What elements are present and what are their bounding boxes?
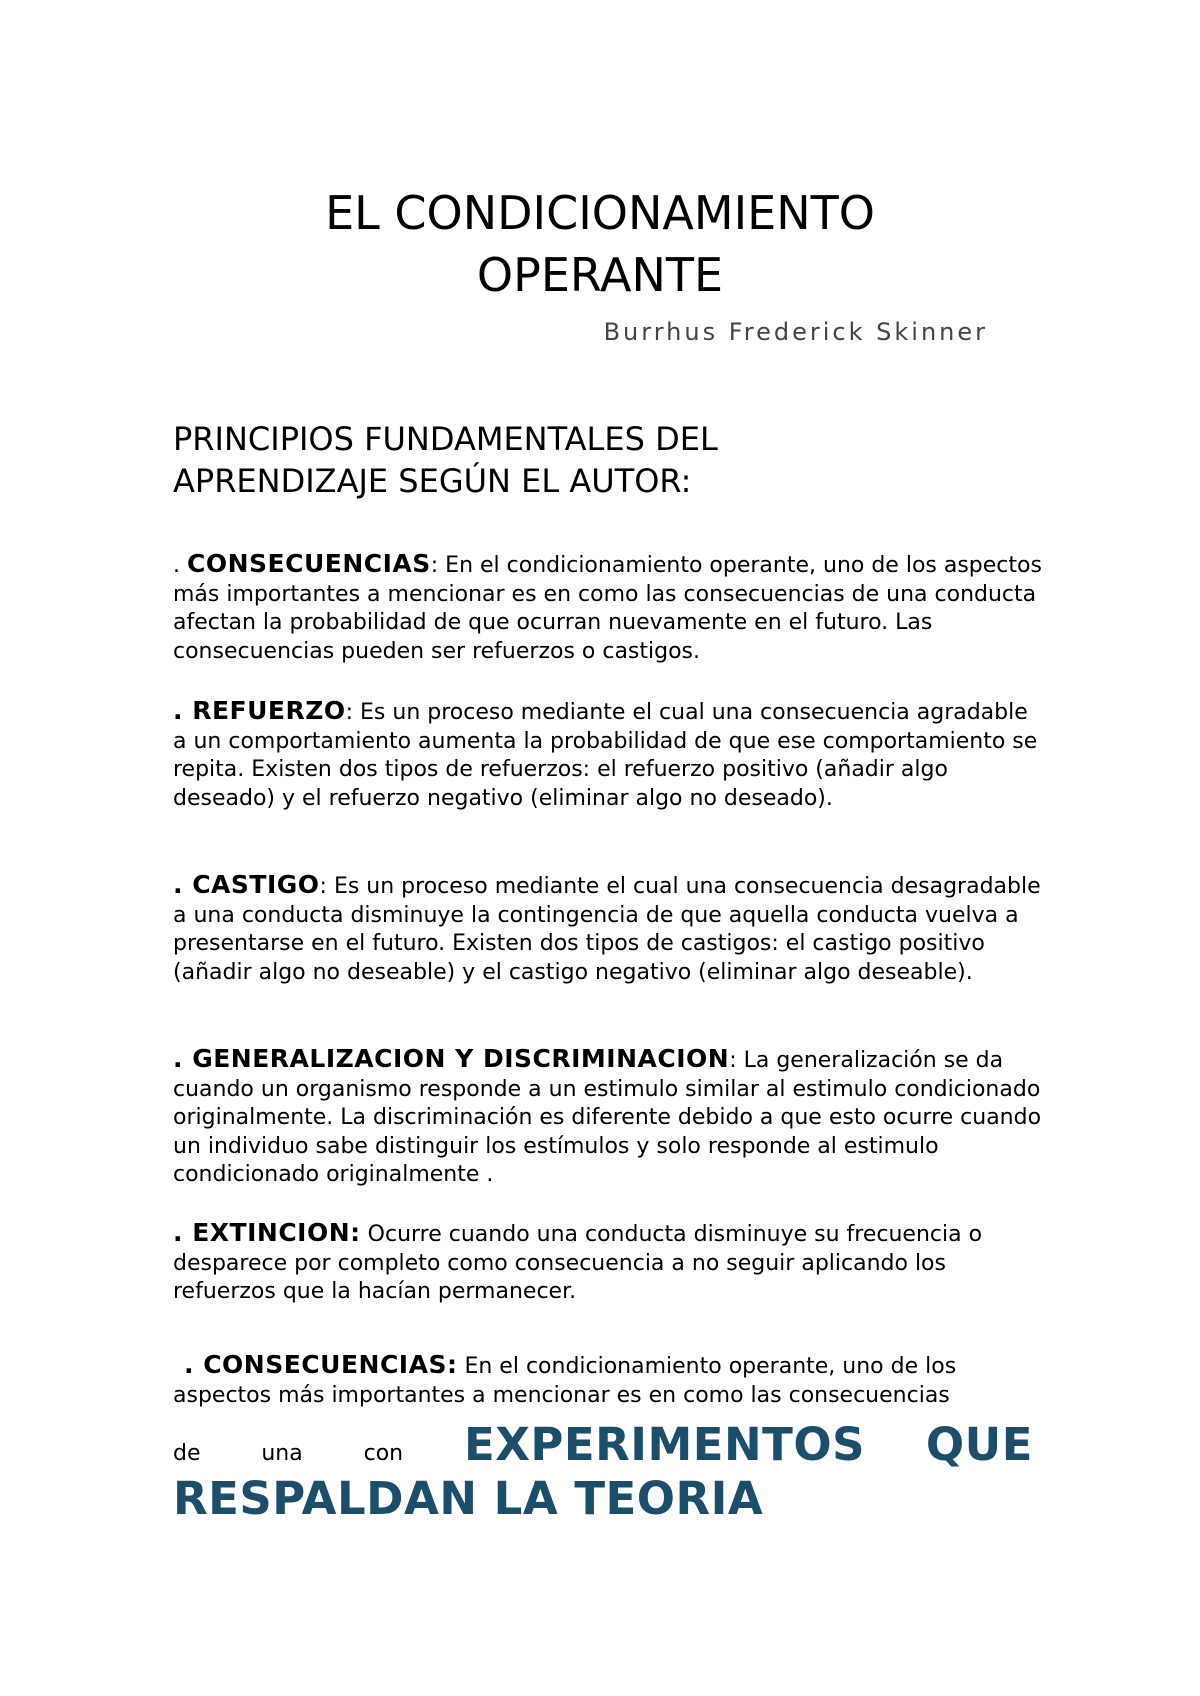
section-heading-line-2: APRENDIZAJE SEGÚN EL AUTOR:	[173, 462, 692, 500]
term-separator: :	[345, 700, 361, 725]
paragraph-text: Es un proceso mediante el cual una consecuencia agradable a un comportamiento aumenta la probabilidad de que ese comportamiento se repita. Existen dos tipos de refuerzos: el refuerzo positivo (añadir algo deseado) y el refuerzo negativo (eliminar algo no deseado).	[173, 700, 1038, 811]
heading-que: QUE	[925, 1418, 1033, 1471]
bullet-prefix: .	[173, 870, 193, 899]
word-con: con	[363, 1441, 404, 1466]
paragraph-consecuencias	[173, 550, 1043, 666]
term-generalizacion: GENERALIZACION Y DISCRIMINACION	[192, 1044, 730, 1073]
term-consecuencias: CONSECUENCIAS	[187, 549, 431, 578]
word-una: una	[261, 1441, 303, 1466]
paragraph-text: La generalización se da cuando un organismo responde a un estimulo similar al estimulo condicionado originalmente. La discriminación es diferente debido a que esto ocurre cuando un individuo sabe distinguir los estímulos y solo responde al estimulo condicionado originalmente .	[173, 1048, 1042, 1187]
paragraph-text: Es un proceso mediante el cual una consecuencia desagradable a una conducta disminuye la contingencia de que aquella conducta vuelva a presentarse en el futuro. Existen dos tipos de castigos: el castigo positivo (añadir algo no deseable) y el castigo negativo (eliminar algo deseable).	[173, 874, 1041, 985]
term-separator: :	[430, 553, 446, 578]
paragraph-castigo	[173, 871, 1043, 987]
section-heading-line-1: PRINCIPIOS FUNDAMENTALES DEL	[173, 420, 718, 458]
paragraph-text-line-1: En el condicionamiento operante, uno de los	[457, 1354, 957, 1379]
title-line-1: EL CONDICIONAMIENTO	[325, 186, 875, 240]
section-heading	[173, 418, 873, 502]
paragraph-text-line-2: aspectos más importantes a mencionar es en como las consecuencias	[173, 1382, 950, 1408]
bullet-prefix: .	[173, 1044, 193, 1073]
term-separator: :	[729, 1048, 744, 1073]
paragraph-extincion	[173, 1219, 1043, 1307]
paragraph-text: En el condicionamiento operante, uno de los aspectos más importantes a mencionar es en como las consecuencias de una conducta afectan la probabilidad de que ocurran nuevamente en el futuro. Las consecuencias pueden ser refuerzos o castigos.	[173, 553, 1042, 664]
paragraph-refuerzo	[173, 697, 1043, 813]
title-line-2: OPERANTE	[476, 248, 724, 302]
author-name: Burrhus Frederick Skinner	[603, 318, 988, 346]
paragraph-generalizacion	[173, 1045, 1043, 1190]
term-castigo: CASTIGO	[192, 870, 320, 899]
heading-respaldan-la-teoria: RESPALDAN LA TEORIA	[173, 1472, 764, 1525]
paragraph-consecuencias-repeat	[173, 1351, 1043, 1410]
term-separator: :	[319, 874, 334, 899]
term-consecuencias-repeat: CONSECUENCIAS:	[203, 1350, 458, 1379]
bullet-prefix: .	[173, 553, 187, 578]
bullet-prefix: .	[173, 696, 193, 725]
bullet-prefix: .	[184, 1350, 204, 1379]
bullet-prefix: .	[173, 1218, 193, 1247]
word-de: de	[173, 1441, 201, 1466]
mixed-line	[173, 1418, 1033, 1471]
heading-experimentos: EXPERIMENTOS	[463, 1418, 866, 1471]
term-extincion: EXTINCION:	[192, 1218, 361, 1247]
term-separator	[361, 1222, 368, 1247]
term-refuerzo: REFUERZO	[192, 696, 346, 725]
paragraph-text: Ocurre cuando una conducta disminuye su frecuencia o desparece por completo como consecuencia a no seguir aplicando los refuerzos que la hacían permanecer.	[173, 1222, 983, 1304]
document-title	[0, 182, 1200, 306]
